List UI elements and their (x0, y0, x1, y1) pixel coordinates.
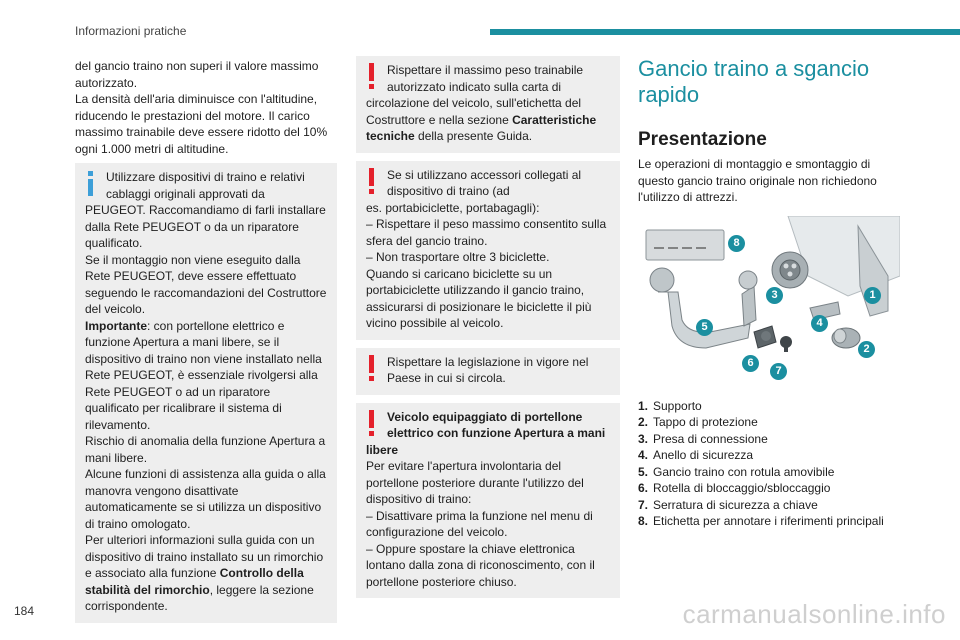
legend-item (638, 513, 900, 530)
stability-control-term: Controllo della stabilità del rimorchio (85, 566, 304, 597)
warning-box-3-line-2: Paese in cui si circola. (387, 371, 506, 385)
legend-number: 3. (638, 431, 649, 446)
callout-3 (766, 286, 783, 304)
warning-icon (368, 168, 376, 194)
warning-icon (368, 63, 376, 89)
warning-box-3-line-1: Rispettare la legislazione in vigore nel (387, 354, 589, 369)
callout-8-label: 8 (728, 235, 745, 252)
callout-2-label: 2 (858, 341, 875, 358)
legend-number: 6. (638, 481, 649, 495)
warning-box-1-line-2: autorizzato indicato sulla carta di (387, 79, 562, 94)
warning-box-1-line-1: Rispettare il massimo peso trainabile (387, 63, 584, 77)
running-header: Informazioni pratiche (75, 24, 187, 38)
legend-number: 2. (638, 415, 649, 429)
legend-item (638, 464, 900, 481)
warning-box-accessories (356, 161, 620, 340)
callout-1 (864, 286, 881, 304)
legend-number: 8. (638, 514, 649, 528)
callout-7-label: 7 (770, 363, 787, 380)
legend-item (638, 480, 900, 497)
warning-box-2-line-1: Se si utilizzano accessori collegati al (387, 167, 582, 182)
callout-2 (858, 340, 875, 358)
legend-number: 7. (638, 497, 649, 512)
info-icon (87, 171, 95, 197)
important-label: Importante (85, 318, 148, 333)
info-box-important (85, 318, 327, 615)
warning-box-4-body: Per evitare l'apertura involontaria del portellone posteriore durante l'utilizzo del dispositivo di traino: – Disattivare prima la funzione nel menu di configurazione del veicolo. – Oppure spostare la chiave elettronica lontano dalla zona di riconoscimento, con il portellone posteriore chiuso. (366, 459, 595, 589)
legend-item (638, 414, 900, 431)
tow-hitch-illustration (638, 216, 900, 388)
legend-item (638, 447, 900, 464)
header-accent-bar (490, 29, 960, 35)
warning-box-legislation (356, 348, 620, 395)
callout-6 (742, 354, 759, 372)
legend-item (638, 431, 900, 448)
warning-box-2-body: es. portabiciclette, portabagagli): – Rispettare il peso massimo consentito sulla sfera del gancio traino. – Non trasportare oltre 3 biciclette. Quando si caricano biciclette su un portabiciclette utilizzando il gancio traino, assicurarsi di posizionare le biciclette il più vicino possibile al veicolo. (366, 200, 607, 330)
callout-4 (811, 314, 828, 332)
warning-box-tailgate (356, 403, 620, 599)
column-3 (638, 56, 900, 530)
column-2 (356, 56, 620, 598)
callout-3-label: 3 (766, 287, 783, 304)
legend-number: 1. (638, 398, 649, 413)
warning-box-4-line-2: elettrico con funzione Apertura a mani (387, 426, 606, 440)
callout-5 (696, 318, 713, 336)
callout-4-label: 4 (811, 315, 828, 332)
info-box-line-2: cablaggi originali approvati da (106, 186, 265, 201)
info-box-tail: , leggere la sezione corrispondente. (85, 582, 314, 613)
intro-paragraph: del gancio traino non superi il valore massimo autorizzato. La densità dell'aria diminuisce con l'altitudine, riducendo le prestazioni del motore. Il carico massimo trainabile deve essere ridotto del 10% ogni 1.000 metri di altitudine. (75, 59, 328, 156)
info-box-line-1: Utilizzare dispositivi di traino e relativi (106, 170, 305, 184)
legend-number: 4. (638, 448, 649, 462)
technical-specs-term: Caratteristiche tecniche (366, 112, 597, 143)
callout-1-label: 1 (864, 287, 881, 304)
subsection-title: Presentazione (638, 129, 767, 150)
info-box-body: PEUGEOT. Raccomandiamo di farli installare dalla Rete PEUGEOT o da un riparatore qualificato. Se il montaggio non viene eseguito dalla Rete PEUGEOT, deve essere effettuato seguendo le raccomandazioni del Costruttore del veicolo. (85, 203, 327, 316)
legend-text: Rotella di bloccaggio/sbloccaggio (653, 481, 831, 495)
legend-list (638, 398, 900, 530)
page-number: 184 (14, 604, 35, 618)
callout-6-label: 6 (742, 355, 759, 372)
warning-box-4-line-3: libere (366, 442, 399, 457)
important-text: : con portellone elettrico e funzione Apertura a mani libere, se il dispositivo di traino non viene installato nella Rete PEUGEOT, è essenziale rivolgersi alla Rete PEUGEOT o ad un riparatore qualificato per ricalibrare il sistema di rilevamento. Rischio di anomalia della funzione Apertura a mani libere. Alcune funzioni di assistenza alla guida o alla manovra vengono disattivate automaticamente se si utilizza un dispositivo di traino omologato. Per ulteriori informazioni sulla guida con un dispositivo di traino installato su un rimorchio e associato alla funzione (85, 318, 326, 580)
callout-5-label: 5 (696, 319, 713, 336)
legend-item (638, 398, 900, 415)
callout-7 (770, 362, 787, 380)
column-1 (75, 58, 337, 623)
warning-box-2-line-2: dispositivo di traino (ad (387, 184, 510, 198)
callout-8 (728, 234, 745, 252)
legend-text: Gancio traino con rotula amovibile (653, 464, 835, 479)
warning-icon (368, 355, 376, 381)
legend-item (638, 497, 900, 514)
warning-box-1-tail: della presente Guida. (414, 129, 533, 143)
intro-text: Le operazioni di montaggio e smontaggio di questo gancio traino originale non richiedono l'utilizzo di attrezzi. (638, 157, 877, 204)
section-title: Gancio traino a sgancio rapido (638, 56, 870, 107)
info-box (75, 163, 337, 623)
legend-text: Presa di connessione (653, 431, 768, 446)
legend-text: Etichetta per annotare i riferimenti principali (653, 514, 884, 528)
legend-text: Supporto (653, 398, 702, 413)
warning-box-4-line-1: Veicolo equipaggiato di portellone (387, 409, 583, 424)
legend-text: Tappo di protezione (653, 415, 758, 429)
legend-text: Anello di sicurezza (653, 448, 754, 462)
watermark: carmanualsonline.info (682, 599, 946, 629)
warning-box-1-body: circolazione del veicolo, sull'etichetta del Costruttore e nella sezione (366, 96, 582, 127)
legend-text: Serratura di sicurezza a chiave (653, 497, 818, 512)
warning-icon (368, 410, 376, 436)
legend-number: 5. (638, 464, 649, 479)
warning-box-weight (356, 56, 620, 153)
